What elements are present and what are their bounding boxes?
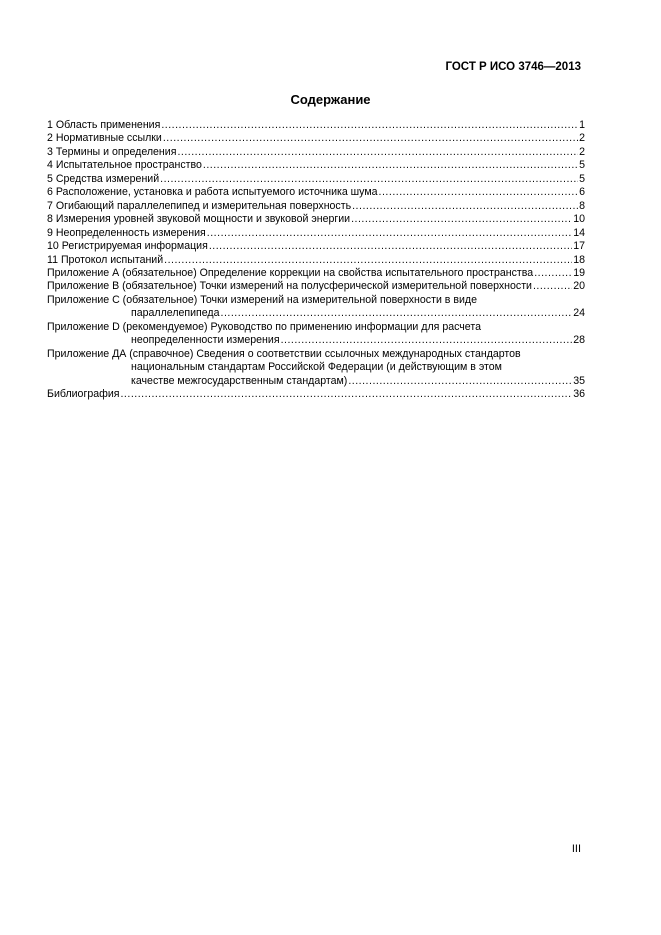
dot-leader xyxy=(163,132,578,145)
toc-entry-text: 1 Область применения xyxy=(47,119,161,131)
toc-entry-line: Приложение ДА (справочное) Сведения о соответствии ссылочных международных стандартов xyxy=(47,347,521,360)
toc-entry-8[interactable] xyxy=(47,213,585,226)
toc-entry-page: 2 xyxy=(579,145,585,158)
toc-entry-page: 20 xyxy=(573,280,585,293)
dot-leader xyxy=(348,375,572,388)
dot-leader xyxy=(221,307,573,320)
toc-entry-page: 8 xyxy=(579,199,585,212)
toc-entry-4[interactable] xyxy=(47,159,585,172)
toc-entry-9[interactable] xyxy=(47,227,585,240)
toc-entry-text: 3 Термины и определения xyxy=(47,145,177,158)
toc-entry-text: 2 Нормативные ссылки xyxy=(47,132,162,145)
toc-entry-text: 10 Регистрируемая информация xyxy=(47,240,208,253)
toc-entry-text: 6 Расположение, установка и работа испытуемого источника шума xyxy=(47,186,378,199)
dot-leader xyxy=(207,227,572,240)
dot-leader xyxy=(161,119,578,132)
toc-entry-line: Приложение С (обязательное) Точки измерений на измерительной поверхности в виде xyxy=(47,293,477,306)
toc-entry-text: Приложение В (обязательное) Точки измерений на полусферической измерительной поверхности xyxy=(47,280,532,293)
toc-entry-page: 18 xyxy=(573,253,585,266)
toc-entry-text: 7 Огибающий параллелепипед и измерительная поверхность xyxy=(47,199,352,212)
toc-entry-6[interactable] xyxy=(47,186,585,199)
toc-entry-text: 9 Неопределенность измерения xyxy=(47,226,206,239)
toc-entry-1[interactable] xyxy=(47,119,585,132)
dot-leader xyxy=(160,173,578,186)
toc-entry-page: 17 xyxy=(573,240,585,253)
page-number: III xyxy=(571,843,581,855)
dot-leader xyxy=(164,254,572,267)
toc-entry-annex-a[interactable] xyxy=(47,267,585,280)
dot-leader xyxy=(281,334,573,347)
toc-entry-page: 5 xyxy=(579,159,585,172)
toc-entry-annex-b[interactable] xyxy=(47,280,585,293)
toc-entry-page: 5 xyxy=(579,172,585,185)
toc-entry-page: 24 xyxy=(573,307,585,320)
dot-leader xyxy=(351,213,572,226)
toc-entry-text: 8 Измерения уровней звуковой мощности и звуковой энергии xyxy=(47,213,351,226)
toc-entry-2[interactable] xyxy=(47,132,585,145)
toc-entry-page: 36 xyxy=(573,388,585,401)
toc-entry-page: 19 xyxy=(573,266,585,279)
toc-entry-annex-c[interactable] xyxy=(47,294,585,321)
dot-leader xyxy=(177,146,578,159)
toc-entry-page: 6 xyxy=(579,186,585,199)
toc-entry-text: качестве межгосударственным стандартам) xyxy=(131,374,348,387)
document-id: ГОСТ Р ИСО 3746—2013 xyxy=(445,61,581,73)
toc-entry-text: 5 Средства измерений xyxy=(47,172,160,185)
table-of-contents xyxy=(47,119,585,402)
dot-leader xyxy=(209,240,572,253)
toc-entry-10[interactable] xyxy=(47,240,585,253)
toc-entry-annex-d[interactable] xyxy=(47,321,585,348)
toc-entry-page: 35 xyxy=(573,374,585,387)
toc-entry-text: 4 Испытательное пространство xyxy=(47,159,202,172)
toc-entry-line: национальным стандартам Российской Федерации (и действующим в этом xyxy=(131,361,502,374)
dot-leader xyxy=(534,267,572,280)
toc-entry-text: 11 Протокол испытаний xyxy=(47,253,164,266)
toc-entry-text: неопределенности измерения xyxy=(131,334,280,347)
toc-entry-text: Приложение А (обязательное) Определение коррекции на свойства испытательного пространства xyxy=(47,266,534,279)
toc-entry-page: 14 xyxy=(573,226,585,239)
toc-entry-annex-da[interactable] xyxy=(47,348,585,388)
toc-entry-page: 10 xyxy=(573,213,585,226)
toc-entry-bibliography[interactable] xyxy=(47,388,585,401)
dot-leader xyxy=(379,186,579,199)
dot-leader xyxy=(352,200,578,213)
toc-entry-11[interactable] xyxy=(47,254,585,267)
toc-entry-page: 2 xyxy=(579,132,585,145)
toc-entry-text: параллелепипеда xyxy=(131,307,220,320)
toc-entry-text: Библиография xyxy=(47,388,120,401)
toc-entry-page: 1 xyxy=(579,119,585,131)
toc-entry-page: 28 xyxy=(573,334,585,347)
toc-entry-7[interactable] xyxy=(47,200,585,213)
toc-entry-5[interactable] xyxy=(47,173,585,186)
page-title: Содержание xyxy=(290,92,371,107)
toc-entry-line: Приложение D (рекомендуемое) Руководство по применению информации для расчета xyxy=(47,320,481,333)
toc-entry-3[interactable] xyxy=(47,146,585,159)
dot-leader xyxy=(533,280,572,293)
dot-leader xyxy=(120,388,572,401)
dot-leader xyxy=(203,159,578,172)
